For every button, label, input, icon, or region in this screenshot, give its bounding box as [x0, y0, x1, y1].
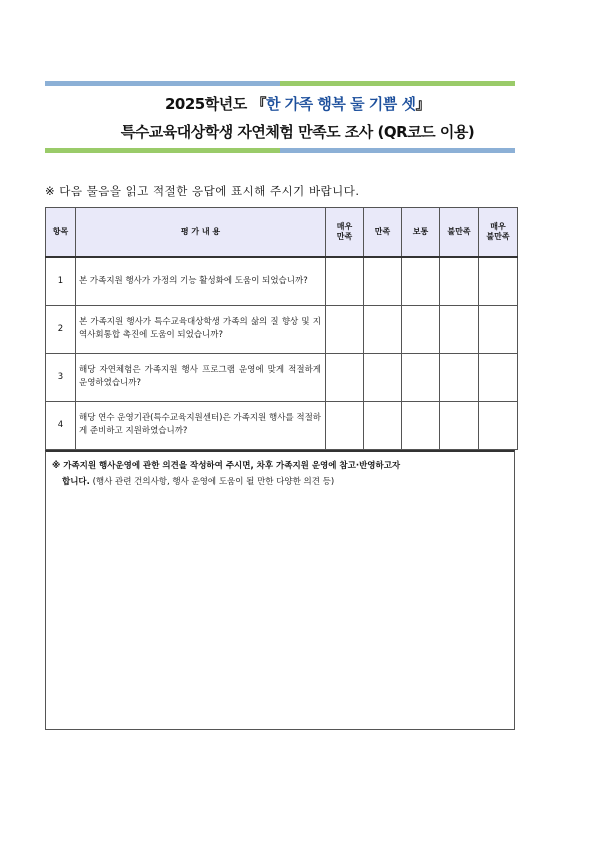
- table-row: [46, 257, 518, 305]
- title-line-1: [0, 93, 595, 114]
- answer-cell-neutral[interactable]: [402, 401, 440, 449]
- table-row: [46, 401, 518, 449]
- answer-cell-very-satisfied[interactable]: [326, 257, 364, 305]
- header-dissatisfied: 불만족: [440, 208, 479, 258]
- opinion-line-2: [52, 474, 506, 490]
- survey-table: [45, 207, 518, 450]
- header-very-dissatisfied: 매우 불만족: [479, 208, 518, 258]
- header-very-satisfied: 매우 만족: [326, 208, 364, 258]
- title-line-2: 특수교육대상학생 자연체험 만족도 조사 (QR코드 이용): [120, 123, 475, 141]
- opinion-note: (행사 관련 건의사항, 행사 운영에 도움이 될 만한 다양한 의견 등): [92, 477, 335, 488]
- answer-cell-neutral[interactable]: [402, 353, 440, 401]
- top-divider-bar: [45, 81, 515, 86]
- title-suffix: 』: [415, 95, 430, 113]
- answer-cell-very-satisfied[interactable]: [326, 401, 364, 449]
- row-question: 본 가족지원 행사가 특수교육대상학생 가족의 삶의 질 향상 및 지역사회통합 촉진에 도움이 되었습니까?: [76, 305, 326, 353]
- answer-cell-neutral[interactable]: [402, 305, 440, 353]
- answer-cell-satisfied[interactable]: [364, 257, 402, 305]
- answer-cell-satisfied[interactable]: [364, 305, 402, 353]
- header-content: 평 가 내 용: [76, 208, 326, 258]
- answer-cell-very-dissatisfied[interactable]: [479, 257, 518, 305]
- answer-cell-very-dissatisfied[interactable]: [479, 305, 518, 353]
- top-divider-blue: [45, 81, 280, 86]
- answer-cell-very-dissatisfied[interactable]: [479, 353, 518, 401]
- header-neutral: 보통: [402, 208, 440, 258]
- row-question: 해당 자연체험은 가족지원 행사 프로그램 운영에 맞게 적절하게 운영하였습니까?: [76, 353, 326, 401]
- answer-cell-dissatisfied[interactable]: [440, 353, 479, 401]
- row-number: 2: [46, 305, 76, 353]
- bottom-divider-blue: [280, 148, 515, 153]
- row-question: 해당 연수 운영기관(특수교육지원센터)은 가족지원 행사를 적절하게 준비하고 지원하였습니까?: [76, 401, 326, 449]
- table-header-row: [46, 208, 518, 258]
- opinion-bold-line-2: 합니다.: [62, 477, 90, 488]
- opinion-prompt: [52, 458, 506, 490]
- row-number: 4: [46, 401, 76, 449]
- opinion-box[interactable]: [45, 450, 515, 730]
- answer-cell-neutral[interactable]: [402, 257, 440, 305]
- answer-cell-very-dissatisfied[interactable]: [479, 401, 518, 449]
- table-row: [46, 353, 518, 401]
- answer-cell-very-satisfied[interactable]: [326, 353, 364, 401]
- title-highlight: 한 가족 행복 둘 기쁨 셋: [265, 95, 416, 113]
- opinion-bold-line-1: ※ 가족지원 행사운영에 관한 의견을 작성하여 주시면, 차후 가족지원 운영에 참고·반영하고자: [52, 461, 401, 471]
- bottom-divider-bar: [45, 148, 515, 153]
- header-satisfied: 만족: [364, 208, 402, 258]
- title-prefix: 2025학년도 『: [165, 95, 266, 113]
- answer-cell-dissatisfied[interactable]: [440, 401, 479, 449]
- answer-cell-satisfied[interactable]: [364, 401, 402, 449]
- bottom-divider-green: [45, 148, 280, 153]
- instruction-text: ※ 다음 물음을 읽고 적절한 응답에 표시해 주시기 바랍니다.: [45, 184, 360, 198]
- answer-cell-dissatisfied[interactable]: [440, 257, 479, 305]
- answer-cell-satisfied[interactable]: [364, 353, 402, 401]
- top-divider-green: [280, 81, 515, 86]
- header-item: 항목: [46, 208, 76, 258]
- answer-cell-dissatisfied[interactable]: [440, 305, 479, 353]
- answer-cell-very-satisfied[interactable]: [326, 305, 364, 353]
- row-number: 1: [46, 257, 76, 305]
- row-number: 3: [46, 353, 76, 401]
- table-row: [46, 305, 518, 353]
- row-question: 본 가족지원 행사가 가정의 기능 활성화에 도움이 되었습니까?: [76, 257, 326, 305]
